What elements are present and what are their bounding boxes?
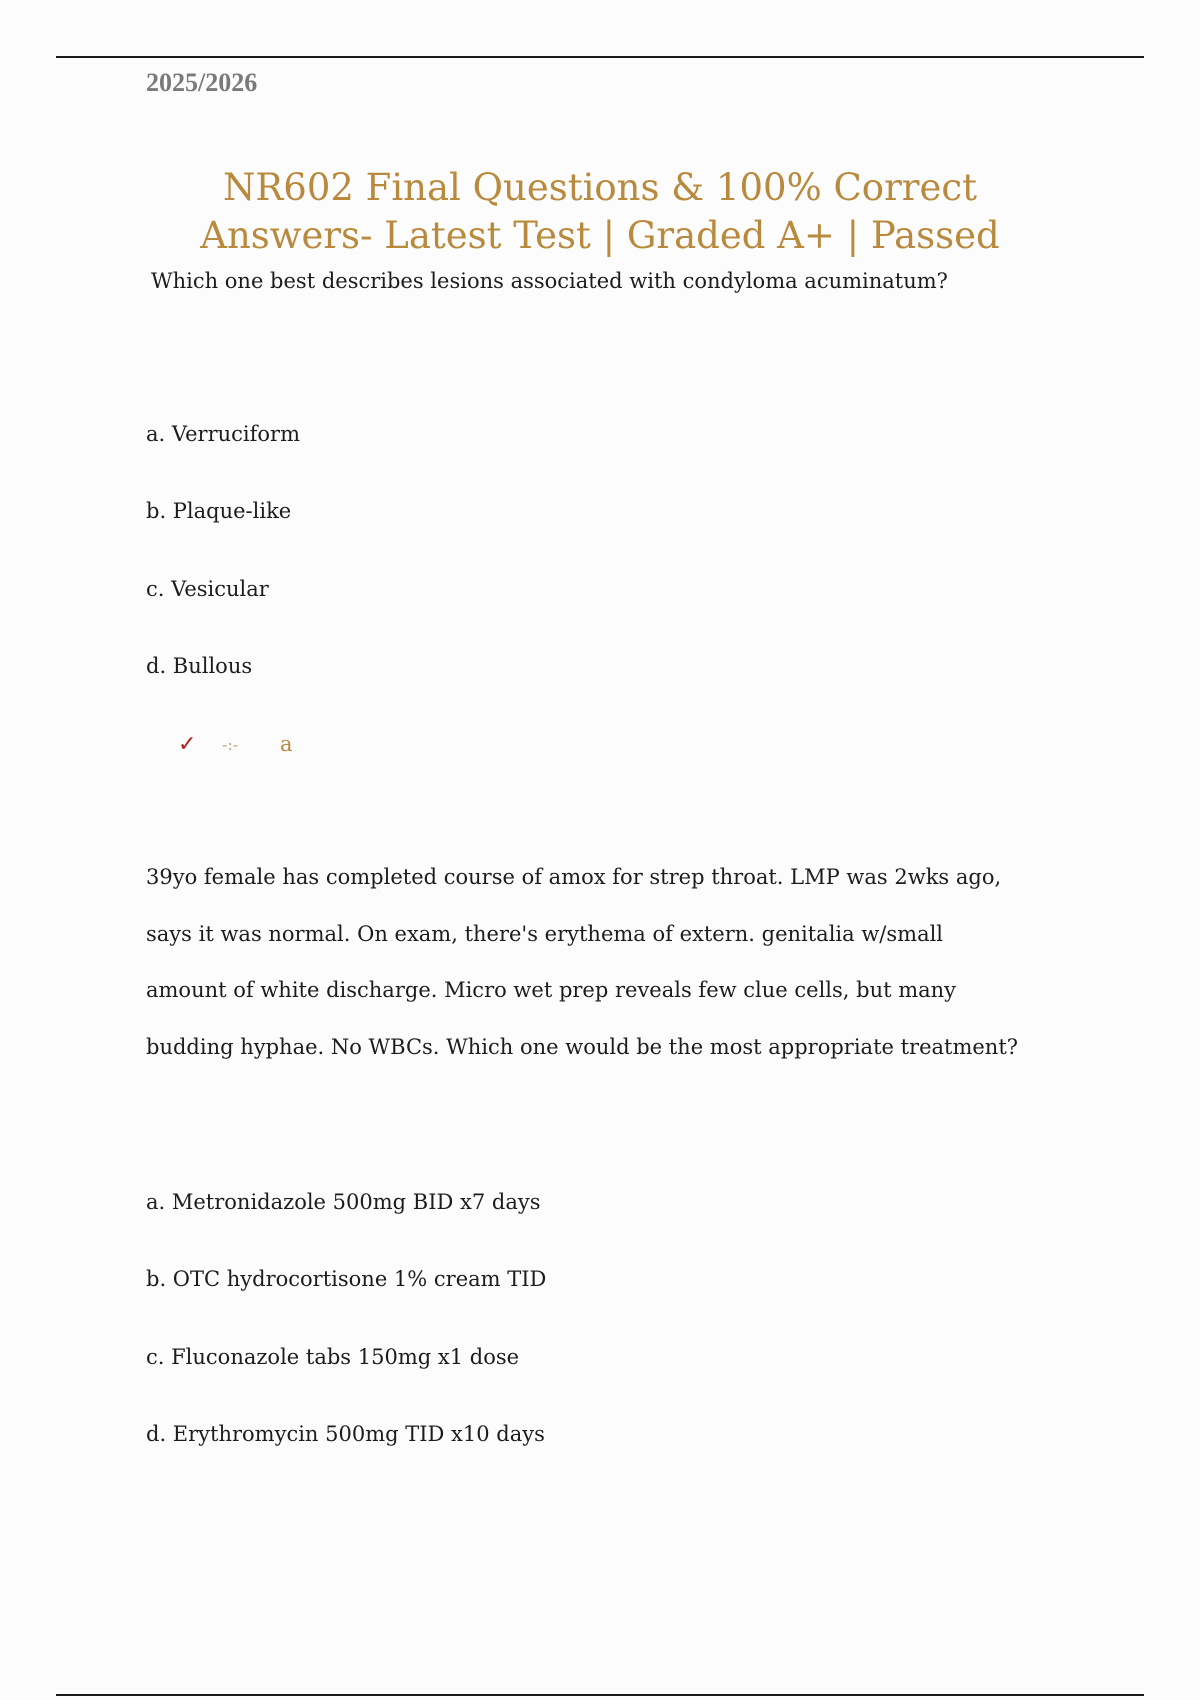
checkmark-icon: ✓: [178, 731, 197, 757]
question-2-text-line-2: says it was normal. On exam, there's erythema of extern. genitalia w/small: [146, 922, 944, 946]
question-1-option-d: d. Bullous: [146, 654, 253, 678]
year-label: 2025/2026: [146, 68, 258, 97]
question-1-answer: [178, 728, 293, 760]
question-2-option-a: a. Metronidazole 500mg BID x7 days: [146, 1190, 541, 1214]
title-line-2: Answers- Latest Test | Graded A+ | Passed: [200, 214, 1000, 257]
question-1-option-a: a. Verruciform: [146, 422, 300, 446]
title-line-1: NR602 Final Questions & 100% Correct: [223, 166, 977, 209]
answer-separator: -:-: [222, 734, 239, 754]
question-1-option-c: c. Vesicular: [146, 577, 269, 601]
answer-letter: a: [280, 732, 293, 756]
question-2-option-b: b. OTC hydrocortisone 1% cream TID: [146, 1267, 547, 1291]
question-2-option-d: d. Erythromycin 500mg TID x10 days: [146, 1422, 545, 1446]
top-rule: [56, 56, 1144, 58]
question-2-text-line-4: budding hyphae. No WBCs. Which one would be the most appropriate treatment?: [146, 1035, 1019, 1059]
question-2-option-c: c. Fluconazole tabs 150mg x1 dose: [146, 1345, 520, 1369]
document-title: [100, 164, 1100, 260]
question-1-option-b: b. Plaque-like: [146, 499, 292, 523]
question-2-text-line-1: 39yo female has completed course of amox for strep throat. LMP was 2wks ago,: [146, 865, 1002, 889]
question-1-text: Which one best describes lesions associated with condyloma acuminatum?: [151, 269, 948, 293]
question-2-text-line-3: amount of white discharge. Micro wet prep reveals few clue cells, but many: [146, 978, 957, 1002]
bottom-rule: [56, 1694, 1144, 1696]
